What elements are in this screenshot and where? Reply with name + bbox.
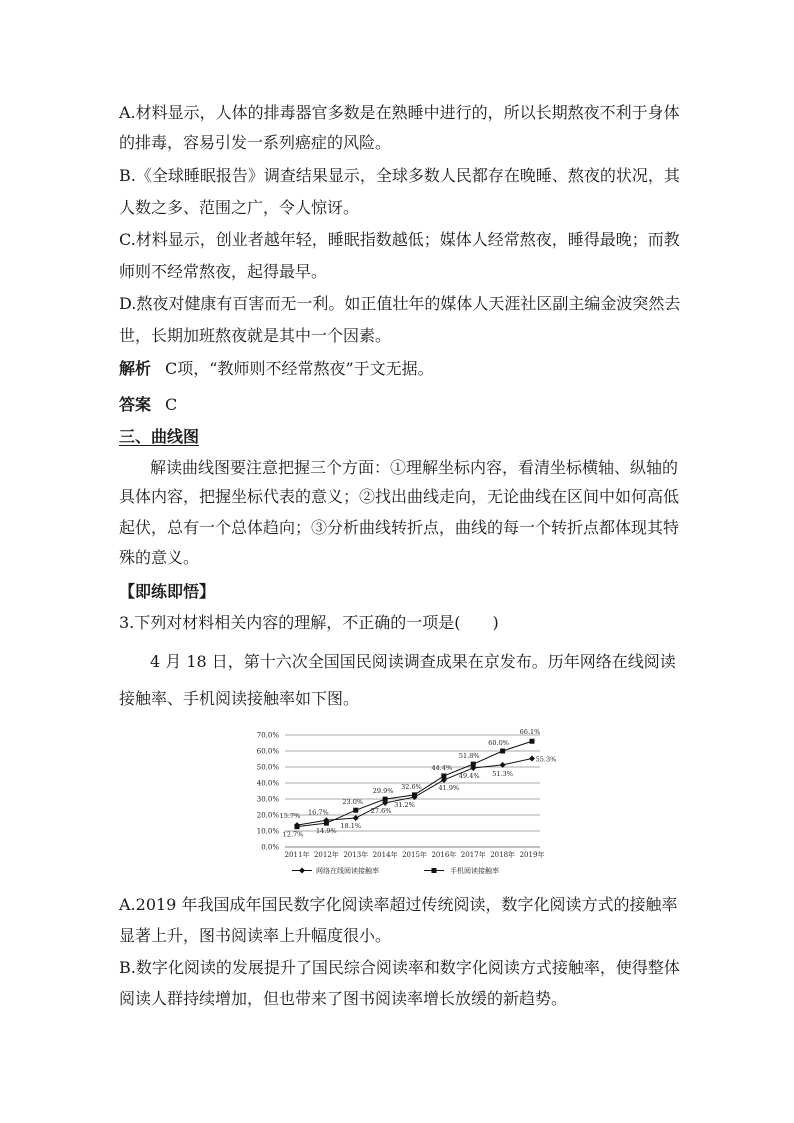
y-tick-label: 10.0% [256,827,279,836]
analysis-row [119,359,434,379]
x-tick-label: 2018年 [490,851,516,859]
section-heading: 三、曲线图 [119,427,200,446]
section-paragraph-line-2: 具体内容，把握坐标代表的意义；②找出曲线走向，无论曲线在区间中如何高低 [119,487,680,506]
analysis-label: 解析 [119,359,152,378]
option-b-line-2: 人数之多、范围之广，令人惊讶。 [119,198,360,217]
mobile-value-label: 29.9% [372,787,394,796]
q3-option-b-line-1: B.数字化阅读的发展提升了国民综合阅读率和数字化阅读方式接触率，使得整体 [119,958,680,977]
q3-option-a-line-2: 显著上升，图书阅读率上升幅度很小。 [119,926,392,945]
online-point [353,815,359,821]
section-paragraph-line-4: 殊的意义。 [119,548,200,567]
material-line-2: 接触率、手机阅读接触率如下图。 [119,689,360,708]
mobile-point [295,824,300,829]
x-tick-label: 2019年 [519,851,545,859]
mobile-point [324,821,329,826]
option-a-line-1: A.材料显示，人体的排毒器官多数是在熟睡中进行的，所以长期熬夜不利于身体 [119,103,680,122]
online-value-label: 16.7% [308,808,329,817]
option-a-line-2: 的排毒，容易引发一系列癌症的风险。 [119,133,392,152]
online-value-label: 27.6% [370,806,392,815]
x-tick-label: 2016年 [431,851,457,859]
online-value-label: 49.4% [458,771,480,780]
mobile-value-label: 23.0% [342,798,364,807]
mobile-point [353,808,358,813]
mobile-point [530,739,535,744]
mobile-point [383,797,388,802]
option-d-line-1: D.熬夜对健康有百害而无一利。如正值壮年的媒体人天涯社区副主编金波突然去 [119,294,681,313]
mobile-value-label: 32.6% [401,782,422,791]
answer-label: 答案 [119,395,152,414]
legend-mobile-marker [432,868,437,873]
legend-online-label: 网络在线阅读接触率 [316,867,379,875]
mobile-point [471,762,476,767]
mobile-value-label: 51.8% [458,752,480,761]
question3-stem: 3.下列对材料相关内容的理解，不正确的一项是( ) [119,613,499,632]
option-d-line-2: 世，长期加班熬夜就是其中一个因素。 [119,326,392,345]
option-c-line-2: 师则不经常熬夜，起得最早。 [119,262,328,281]
x-tick-label: 2013年 [343,851,369,859]
online-value-label: 18.1% [340,822,362,831]
mobile-point [500,749,505,754]
q3-option-b-line-2: 阅读人群持续增加，但也带来了图书阅读率增长放缓的新趋势。 [119,989,568,1008]
answer-row [119,395,177,415]
mobile-point [441,773,446,778]
section-paragraph-line-1: 解读曲线图要注意把握三个方面：①理解坐标内容，看清坐标横轴、纵轴的 [150,458,679,477]
online-value-label: 51.3% [492,769,513,778]
reading-rate-line-chart [240,725,560,881]
online-value-label: 15.7% [279,812,301,821]
y-tick-label: 0.0% [261,843,279,852]
y-tick-label: 40.0% [256,779,279,788]
material-line-1: 4 月 18 日，第十六次全国国民阅读调查成果在京发布。历年网络在线阅读 [150,652,676,671]
x-tick-label: 2011年 [284,851,310,859]
y-tick-label: 60.0% [256,747,279,756]
online-point [529,756,535,762]
mobile-value-label: 12.7% [282,830,304,839]
mobile-value-label: 66.1% [519,728,541,737]
mobile-value-label: 60.0% [488,739,509,747]
x-tick-label: 2015年 [402,851,427,859]
mobile-value-label: 14.9% [316,827,337,836]
online-value-label: 55.3% [535,755,557,764]
option-c-line-1: C.材料显示，创业者越年轻，睡眠指数越低；媒体人经常熬夜，睡得最晚；而教 [119,230,680,249]
x-tick-label: 2012年 [313,851,339,859]
section-paragraph-line-3: 起伏，总有一个总体趋向；③分析曲线转折点，曲线的每一个转折点都体现其特 [119,518,680,537]
y-tick-label: 70.0% [256,731,279,740]
legend-mobile-label: 手机阅读接触率 [450,867,499,875]
analysis-text: C项，“教师则不经常熬夜”于文无据。 [165,359,434,378]
mobile-value-label: 44.4% [431,763,453,772]
practice-heading: 【即练即悟】 [119,582,216,601]
y-tick-label: 30.0% [256,795,279,804]
y-tick-label: 50.0% [256,763,279,772]
answer-text: C [165,395,178,414]
y-tick-label: 20.0% [256,811,279,820]
x-tick-label: 2017年 [460,851,486,859]
legend-online-marker [299,868,305,874]
online-value-label: 41.9% [438,783,460,792]
q3-option-a-line-1: A.2019 年我国成年国民数字化阅读率超过传统阅读，数字化阅读方式的接触率 [119,895,678,914]
option-b-line-1: B.《全球睡眠报告》调查结果显示，全球多数人民都存在晚睡、熬夜的状况，其 [119,166,680,185]
x-tick-label: 2014年 [372,851,398,859]
mobile-point [412,792,417,797]
online-value-label: 31.2% [394,801,415,810]
